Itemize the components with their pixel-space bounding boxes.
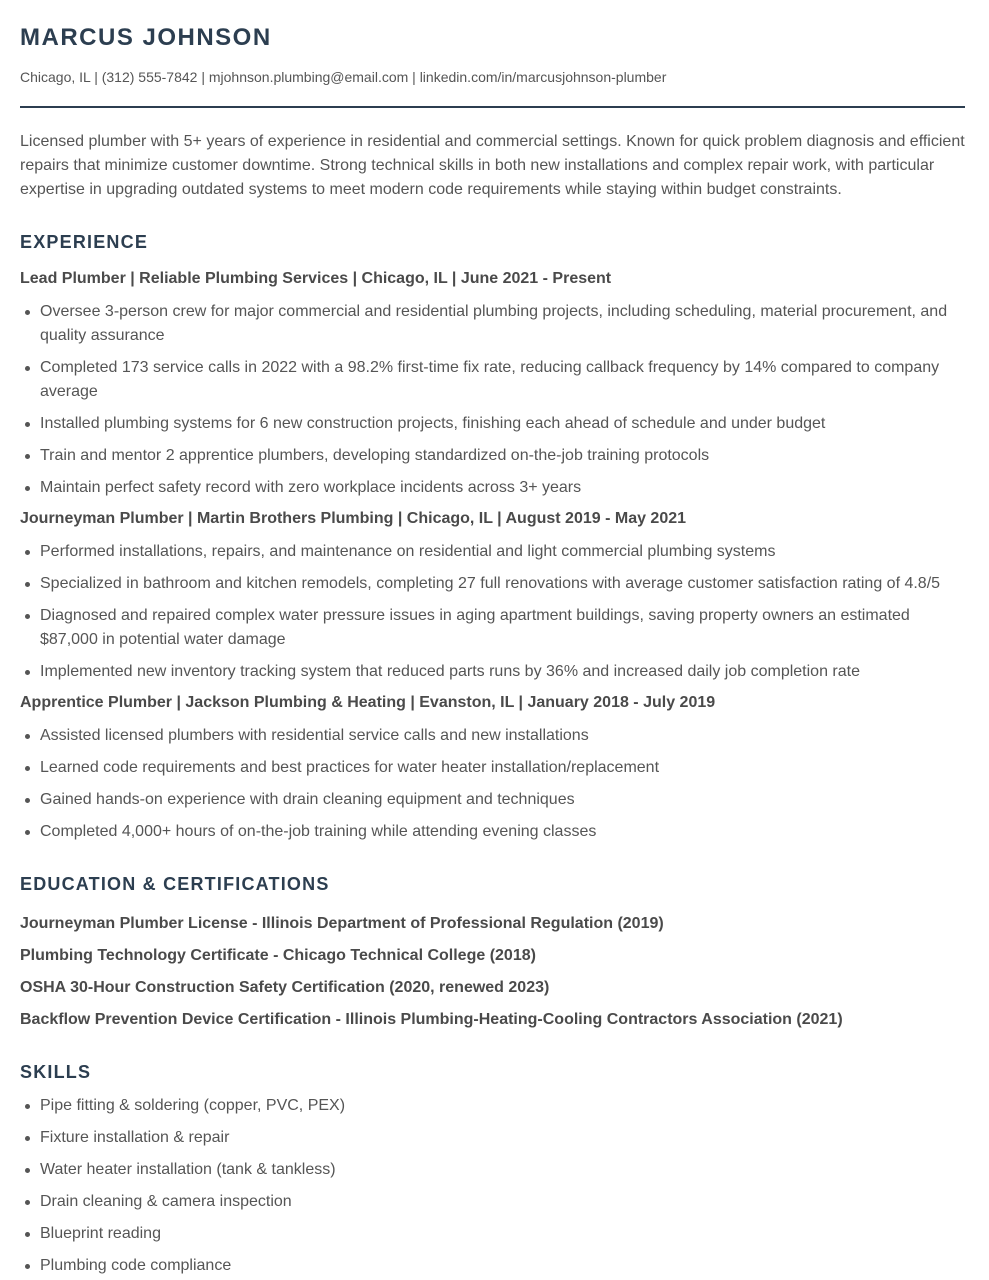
candidate-name: MARCUS JOHNSON <box>20 24 272 51</box>
list-item: Performed installations, repairs, and maintenance on residential and light commercial plumbing systems <box>20 540 965 564</box>
skills-heading: SKILLS <box>20 1062 92 1082</box>
contact-line: Chicago, IL | (312) 555-7842 | mjohnson.plumbing@email.com | linkedin.com/in/marcusjohnson-plumber <box>20 69 667 85</box>
professional-summary: Licensed plumber with 5+ years of experience in residential and commercial settings. Known for quick problem diagnosis and efficient repairs that minimize customer downtime. Strong technical skills in both new installations and complex repair work, with particular expertise in upgrading outdated systems to meet modern code requirements while staying within budget constraints. <box>20 133 965 198</box>
job-header: Journeyman Plumber | Martin Brothers Plumbing | Chicago, IL | August 2019 - May 2021 <box>20 510 687 527</box>
list-item: Specialized in bathroom and kitchen remodels, completing 27 full renovations with average customer satisfaction rating of 4.8/5 <box>20 572 965 596</box>
list-item: Oversee 3-person crew for major commercial and residential plumbing projects, including scheduling, material procurement, and quality assurance <box>20 300 965 348</box>
header-divider <box>20 106 965 108</box>
list-item: Implemented new inventory tracking system that reduced parts runs by 36% and increased daily job completion rate <box>20 660 965 684</box>
list-item: Water heater installation (tank & tankless) <box>20 1158 965 1182</box>
list-item: Installed plumbing systems for 6 new construction projects, finishing each ahead of schedule and under budget <box>20 412 965 436</box>
list-item: Gained hands-on experience with drain cleaning equipment and techniques <box>20 788 965 812</box>
job-bullets <box>20 724 965 844</box>
job-entry <box>20 692 965 844</box>
list-item: Drain cleaning & camera inspection <box>20 1190 965 1214</box>
job-bullets <box>20 300 965 500</box>
experience-heading: EXPERIENCE <box>20 232 149 252</box>
job-entry <box>20 508 965 684</box>
list-item: Pipe fitting & soldering (copper, PVC, PEX) <box>20 1094 965 1118</box>
list-item: Assisted licensed plumbers with residential service calls and new installations <box>20 724 965 748</box>
list-item: Completed 4,000+ hours of on-the-job training while attending evening classes <box>20 820 965 844</box>
education-heading: EDUCATION & CERTIFICATIONS <box>20 874 330 894</box>
list-item: Completed 173 service calls in 2022 with a 98.2% first-time fix rate, reducing callback frequency by 14% compared to company average <box>20 356 965 404</box>
list-item: Plumbing code compliance <box>20 1254 965 1278</box>
job-header: Lead Plumber | Reliable Plumbing Services | Chicago, IL | June 2021 - Present <box>20 270 612 287</box>
list-item: Maintain perfect safety record with zero workplace incidents across 3+ years <box>20 476 965 500</box>
list-item: Fixture installation & repair <box>20 1126 965 1150</box>
job-bullets <box>20 540 965 684</box>
list-item: Blueprint reading <box>20 1222 965 1246</box>
job-header: Apprentice Plumber | Jackson Plumbing & Heating | Evanston, IL | January 2018 - July 2019 <box>20 694 716 711</box>
certification-item: OSHA 30-Hour Construction Safety Certification (2020, renewed 2023) <box>20 979 550 996</box>
list-item: Train and mentor 2 apprentice plumbers, developing standardized on-the-job training protocols <box>20 444 965 468</box>
list-item: Learned code requirements and best practices for water heater installation/replacement <box>20 756 965 780</box>
certification-item: Journeyman Plumber License - Illinois Department of Professional Regulation (2019) <box>20 915 664 932</box>
certification-item: Plumbing Technology Certificate - Chicago Technical College (2018) <box>20 947 536 964</box>
certification-item: Backflow Prevention Device Certification - Illinois Plumbing-Heating-Cooling Contractors Association (2021) <box>20 1011 843 1028</box>
job-entry <box>20 268 965 500</box>
skills-list <box>20 1094 965 1278</box>
list-item: Diagnosed and repaired complex water pressure issues in aging apartment buildings, saving property owners an estimated $87,000 in potential water damage <box>20 604 965 652</box>
